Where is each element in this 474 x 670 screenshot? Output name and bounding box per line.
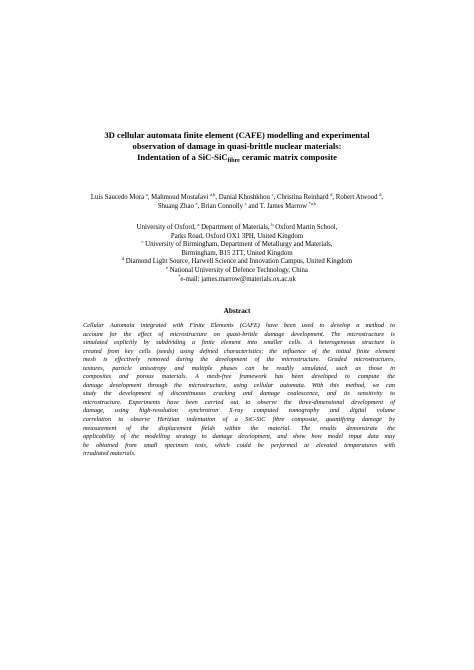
affil-e-marker: e — [166, 264, 168, 270]
author-6-affil: e — [195, 201, 198, 206]
affiliation-line-2: Parks Road, Oxford OX1 3PH, United Kingdom — [170, 232, 304, 240]
author-7-affil: c — [244, 201, 247, 206]
affil-martin-school: Oxford Martin School, — [273, 224, 338, 231]
abstract-line: created from key cells (seeds) using defined characteristics; the influence of the initial finite element — [83, 347, 395, 355]
abstract-line: be obtained from small specimen tests, which could be performed at elevated temperatures with — [83, 441, 395, 449]
affiliation-line-4: Birmingham, B15 2TT, United Kingdom — [181, 249, 293, 257]
title-line-1: 3D cellular automata finite element (CAFE) modelling and experimental — [104, 130, 370, 140]
abstract-line: Cellular Automata integrated with Finite Elements (CAFE) have been used to develop a method to — [83, 322, 395, 329]
author-5-tail: , — [381, 194, 384, 201]
abstract-body — [83, 322, 395, 459]
author-3: , Danial Khoshkhou — [215, 194, 272, 201]
abstract-line: applicability of the modelling strategy to damage development, and show how model input data may — [83, 433, 395, 441]
affil-c-marker: c — [141, 239, 144, 245]
abstract-line: damage development through the microstructure, using cellular automata. With this method, we can — [83, 381, 395, 389]
author-5: , Robert Atwood — [332, 194, 380, 201]
abstract-line: mesh is effectively removed during the development of the microstructure. Graded microstructures, — [83, 356, 395, 364]
author-2-affil: a,b — [210, 192, 216, 197]
abstract-line: composites and porous materials. A mesh-free framework has been developed to compute the — [83, 373, 395, 381]
author-5-affil: d — [379, 192, 382, 197]
author-6: Shuang Zhao — [157, 203, 196, 210]
affil-d-marker: d — [121, 256, 125, 262]
affil-a-marker: a — [197, 222, 200, 227]
abstract-line: damage, using high-resolution synchrotron X-ray computed tomography and digital volume — [83, 407, 395, 415]
affil-nudt: National University of Defence Technology, China — [168, 266, 308, 274]
affiliation-line-6 — [90, 264, 384, 276]
abstract-heading: Abstract — [223, 307, 251, 315]
affiliation-line-1 — [90, 224, 384, 233]
title-line-3-main: Indentation of a SiC-SiC — [137, 152, 228, 162]
author-line-2 — [58, 202, 416, 211]
author-line-1 — [58, 193, 416, 202]
abstract-line: account for the effect of microstructure on quasi-brittle damage development. The microstructure is — [83, 330, 395, 338]
author-8: and T. James Marrow — [246, 203, 309, 210]
author-1-affil: a — [145, 192, 148, 197]
title-line-2: observation of damage in quasi-brittle nuclear materials: — [132, 141, 342, 151]
author-list — [58, 193, 416, 211]
affiliations — [90, 224, 384, 284]
author-1: Luis Saucedo Mora — [90, 194, 146, 201]
affiliation-line-7 — [90, 273, 384, 285]
affil-oxford: University of Oxford, — [136, 224, 198, 231]
corresponding-marker: * — [178, 273, 181, 279]
affil-birmingham: University of Birmingham, Department of Metallurgy and Materials, — [143, 241, 333, 249]
abstract-line: study the development of discontinuous cracking and damage coalescence, and its sensitivity to — [83, 390, 395, 398]
title-line-3-tail: ceramic matrix composite — [239, 152, 337, 162]
abstract-line: microstructure. Experiments have been carried out to observe the three-dimensional development of — [83, 398, 395, 406]
title-line-3-subscript: fibre — [227, 158, 240, 164]
paper-title — [60, 130, 414, 167]
author-4-affil: d — [330, 192, 333, 197]
abstract-line: correlation to observe Hertzian indentation of a SiC-SiC fibre composite, quantifying damage by — [83, 416, 395, 424]
title-line-3 — [60, 152, 414, 167]
affil-diamond: Diamond Light Source, Harwell Science and Innovation Campus, United Kingdom — [124, 258, 353, 266]
author-7: , Brian Connolly — [197, 203, 245, 210]
affiliation-line-3 — [90, 241, 384, 250]
author-4: , Christina Reinhard — [273, 194, 331, 201]
contact-email: e-mail: james.marrow@materials.ox.ac.uk — [180, 275, 296, 283]
affil-materials: Department of Materials, — [199, 224, 272, 231]
author-3-affil: c — [271, 192, 274, 197]
author-2: , Mahmoud Mostafavi — [147, 194, 211, 201]
abstract-line: simulated explicitly by subdividing a finite element into smaller cells. A heterogeneous structure is — [83, 339, 395, 347]
abstract-line: textures, particle anisotropy and multiple phases can be readily simulated, such as those in — [83, 364, 395, 372]
abstract-line: irradiated materials. — [83, 450, 136, 458]
affil-b-marker: b — [271, 222, 274, 227]
affiliation-line-5 — [90, 258, 384, 267]
abstract-line: measurement of the displacement fields within the material. The results demonstrate the — [83, 424, 395, 432]
author-8-affil: *a,b — [308, 201, 317, 206]
